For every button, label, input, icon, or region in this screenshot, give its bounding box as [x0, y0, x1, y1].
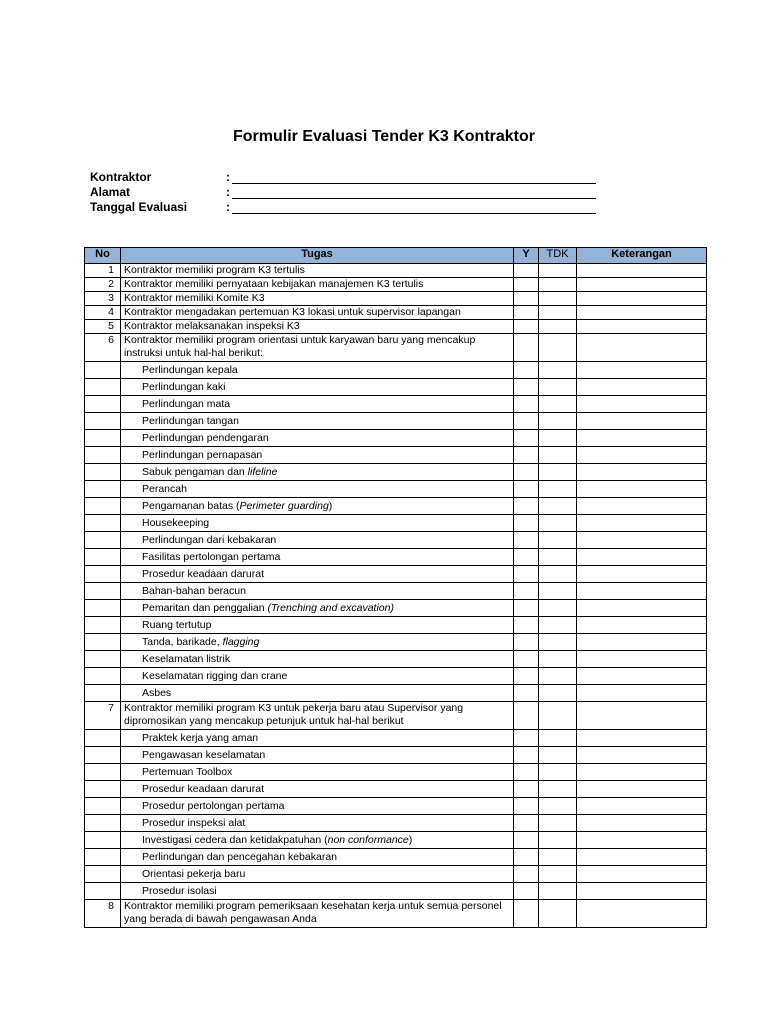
- table-row: [85, 651, 707, 668]
- y-cell[interactable]: [514, 583, 539, 600]
- task-text: Perancah: [142, 482, 187, 495]
- tdk-cell[interactable]: [539, 532, 577, 549]
- y-cell[interactable]: [514, 798, 539, 815]
- row-number: [85, 430, 121, 447]
- tdk-cell[interactable]: [539, 781, 577, 798]
- keterangan-cell[interactable]: [577, 292, 707, 306]
- header-tugas: Tugas: [121, 248, 514, 264]
- task-text: Keselamatan rigging dan crane: [142, 669, 288, 682]
- table-row: [85, 900, 707, 928]
- keterangan-cell[interactable]: [577, 306, 707, 320]
- y-cell[interactable]: [514, 651, 539, 668]
- y-cell[interactable]: [514, 481, 539, 498]
- table-row: [85, 702, 707, 730]
- task-cell: [121, 866, 514, 883]
- task-text: Fasilitas pertolongan pertama: [142, 550, 281, 563]
- task-cell: [121, 430, 514, 447]
- table-row: [85, 668, 707, 685]
- tdk-cell[interactable]: [539, 278, 577, 292]
- task-text: Ruang tertutup: [142, 618, 212, 631]
- row-number: [85, 832, 121, 849]
- task-cell: [121, 549, 514, 566]
- task-italic-text: lifeline: [247, 465, 278, 478]
- row-number: 2: [85, 278, 121, 292]
- task-cell: [121, 396, 514, 413]
- task-cell: [121, 292, 514, 306]
- table-row: [85, 849, 707, 866]
- table-row: [85, 634, 707, 651]
- y-cell[interactable]: [514, 306, 539, 320]
- table-row: [85, 413, 707, 430]
- task-text: Kontraktor memiliki Komite K3: [124, 292, 265, 304]
- task-cell: [121, 617, 514, 634]
- y-cell[interactable]: [514, 532, 539, 549]
- keterangan-cell[interactable]: [577, 447, 707, 464]
- address-field[interactable]: [90, 185, 600, 200]
- tdk-cell[interactable]: [539, 634, 577, 651]
- task-text: Investigasi cedera dan ketidakpatuhan (: [142, 833, 328, 846]
- field-colon: :: [226, 200, 230, 214]
- keterangan-cell[interactable]: [577, 685, 707, 702]
- tdk-cell[interactable]: [539, 832, 577, 849]
- task-cell: [121, 566, 514, 583]
- row-number: [85, 747, 121, 764]
- task-text: Pengamanan batas (: [142, 499, 240, 512]
- tdk-cell[interactable]: [539, 481, 577, 498]
- evaluation-date-field[interactable]: [90, 200, 600, 215]
- task-cell: [121, 764, 514, 781]
- y-cell[interactable]: [514, 781, 539, 798]
- tdk-cell[interactable]: [539, 730, 577, 747]
- keterangan-cell[interactable]: [577, 815, 707, 832]
- tdk-cell[interactable]: [539, 264, 577, 278]
- task-italic-text: flagging: [222, 635, 260, 648]
- task-text: Kontraktor memiliki program pemeriksaan kesehatan kerja untuk semua personel yang berada di bawah pengawasan Anda: [124, 900, 502, 925]
- header-keterangan: Keterangan: [577, 248, 707, 264]
- y-cell[interactable]: [514, 396, 539, 413]
- keterangan-cell[interactable]: [577, 651, 707, 668]
- table-row: [85, 515, 707, 532]
- row-number: 1: [85, 264, 121, 278]
- table-row: [85, 566, 707, 583]
- task-cell: [121, 883, 514, 900]
- task-text-suffix: ): [408, 833, 413, 846]
- row-number: [85, 566, 121, 583]
- y-cell[interactable]: [514, 413, 539, 430]
- row-number: [85, 396, 121, 413]
- table-row: [85, 396, 707, 413]
- task-italic-text: non conformance: [327, 833, 409, 846]
- row-number: [85, 866, 121, 883]
- row-number: [85, 549, 121, 566]
- field-colon: :: [226, 170, 230, 184]
- tdk-cell[interactable]: [539, 900, 577, 928]
- task-cell: [121, 583, 514, 600]
- task-text: Prosedur isolasi: [142, 884, 217, 897]
- task-text: Prosedur inspeksi alat: [142, 816, 246, 829]
- table-row: [85, 866, 707, 883]
- task-text: Kontraktor memiliki pernyataan kebijakan manajemen K3 tertulis: [124, 278, 424, 290]
- keterangan-cell[interactable]: [577, 600, 707, 617]
- y-cell[interactable]: [514, 464, 539, 481]
- field-underline: [232, 183, 596, 184]
- keterangan-cell[interactable]: [577, 702, 707, 730]
- keterangan-cell[interactable]: [577, 264, 707, 278]
- field-label: Tanggal Evaluasi: [90, 200, 188, 214]
- row-number: 5: [85, 320, 121, 334]
- y-cell[interactable]: [514, 617, 539, 634]
- task-text: Keselamatan listrik: [142, 652, 231, 665]
- table-row: [85, 292, 707, 306]
- table-row: [85, 747, 707, 764]
- keterangan-cell[interactable]: [577, 549, 707, 566]
- table-row: [85, 362, 707, 379]
- task-cell: [121, 334, 514, 362]
- task-text: Kontraktor memiliki program K3 tertulis: [124, 264, 305, 276]
- tdk-cell[interactable]: [539, 617, 577, 634]
- task-text: Kontraktor memiliki program orientasi untuk karyawan baru yang mencakup instruksi untuk hal-hal berikut:: [124, 334, 476, 359]
- row-number: [85, 481, 121, 498]
- tdk-cell[interactable]: [539, 396, 577, 413]
- tdk-cell[interactable]: [539, 430, 577, 447]
- y-cell[interactable]: [514, 362, 539, 379]
- field-underline: [232, 213, 596, 214]
- keterangan-cell[interactable]: [577, 379, 707, 396]
- y-cell[interactable]: [514, 334, 539, 362]
- keterangan-cell[interactable]: [577, 320, 707, 334]
- y-cell[interactable]: [514, 566, 539, 583]
- tdk-cell[interactable]: [539, 583, 577, 600]
- tdk-cell[interactable]: [539, 849, 577, 866]
- y-cell[interactable]: [514, 549, 539, 566]
- row-number: [85, 798, 121, 815]
- task-cell: [121, 320, 514, 334]
- row-number: [85, 685, 121, 702]
- y-cell[interactable]: [514, 278, 539, 292]
- keterangan-cell[interactable]: [577, 396, 707, 413]
- tdk-cell[interactable]: [539, 883, 577, 900]
- y-cell[interactable]: [514, 832, 539, 849]
- row-number: 6: [85, 334, 121, 362]
- table-body: [85, 264, 707, 928]
- y-cell[interactable]: [514, 900, 539, 928]
- task-text: Perlindungan mata: [142, 397, 231, 410]
- keterangan-cell[interactable]: [577, 464, 707, 481]
- table-row: [85, 320, 707, 334]
- task-text: Perlindungan kepala: [142, 363, 238, 376]
- keterangan-cell[interactable]: [577, 668, 707, 685]
- tdk-cell[interactable]: [539, 362, 577, 379]
- table-row: [85, 832, 707, 849]
- y-cell[interactable]: [514, 668, 539, 685]
- y-cell[interactable]: [514, 634, 539, 651]
- task-text: Pengawasan keselamatan: [142, 748, 266, 761]
- y-cell[interactable]: [514, 447, 539, 464]
- keterangan-cell[interactable]: [577, 278, 707, 292]
- tdk-cell[interactable]: [539, 566, 577, 583]
- y-cell[interactable]: [514, 866, 539, 883]
- row-number: 8: [85, 900, 121, 928]
- task-cell: [121, 379, 514, 396]
- task-cell: [121, 815, 514, 832]
- row-number: [85, 634, 121, 651]
- task-cell: [121, 306, 514, 320]
- keterangan-cell[interactable]: [577, 730, 707, 747]
- keterangan-cell[interactable]: [577, 532, 707, 549]
- y-cell[interactable]: [514, 764, 539, 781]
- y-cell[interactable]: [514, 264, 539, 278]
- row-number: [85, 815, 121, 832]
- task-text: Orientasi pekerja baru: [142, 867, 246, 880]
- tdk-cell[interactable]: [539, 447, 577, 464]
- task-text-suffix: ): [328, 499, 333, 512]
- task-cell: [121, 702, 514, 730]
- table-row: [85, 278, 707, 292]
- task-cell: [121, 651, 514, 668]
- tdk-cell[interactable]: [539, 464, 577, 481]
- task-text: Pemaritan dan penggalian: [142, 601, 268, 614]
- task-cell: [121, 515, 514, 532]
- tdk-cell[interactable]: [539, 815, 577, 832]
- row-number: [85, 362, 121, 379]
- task-text: Bahan-bahan beracun: [142, 584, 246, 597]
- keterangan-cell[interactable]: [577, 883, 707, 900]
- row-number: [85, 668, 121, 685]
- y-cell[interactable]: [514, 292, 539, 306]
- tdk-cell[interactable]: [539, 549, 577, 566]
- keterangan-cell[interactable]: [577, 583, 707, 600]
- tdk-cell[interactable]: [539, 498, 577, 515]
- y-cell[interactable]: [514, 815, 539, 832]
- row-number: [85, 617, 121, 634]
- task-cell: [121, 498, 514, 515]
- keterangan-cell[interactable]: [577, 498, 707, 515]
- tdk-cell[interactable]: [539, 306, 577, 320]
- task-cell: [121, 481, 514, 498]
- keterangan-cell[interactable]: [577, 832, 707, 849]
- row-number: [85, 883, 121, 900]
- table-row: [85, 781, 707, 798]
- row-number: [85, 532, 121, 549]
- task-text: Perlindungan pendengaran: [142, 431, 269, 444]
- table-row: [85, 600, 707, 617]
- tdk-cell[interactable]: [539, 798, 577, 815]
- task-text: Prosedur keadaan darurat: [142, 782, 264, 795]
- task-text: Perlindungan dari kebakaran: [142, 533, 277, 546]
- row-number: [85, 515, 121, 532]
- y-cell[interactable]: [514, 379, 539, 396]
- table-row: [85, 306, 707, 320]
- header-y: Y: [514, 248, 539, 264]
- row-number: [85, 498, 121, 515]
- contractor-field[interactable]: [90, 170, 600, 185]
- task-italic-text: (Trenching and excavation): [267, 601, 394, 614]
- task-cell: [121, 685, 514, 702]
- tdk-cell[interactable]: [539, 702, 577, 730]
- keterangan-cell[interactable]: [577, 781, 707, 798]
- field-label: Kontraktor: [90, 170, 152, 184]
- table-row: [85, 549, 707, 566]
- header-no: No: [85, 248, 121, 264]
- row-number: [85, 447, 121, 464]
- tdk-cell[interactable]: [539, 764, 577, 781]
- field-underline: [232, 198, 596, 199]
- row-number: [85, 730, 121, 747]
- tdk-cell[interactable]: [539, 379, 577, 396]
- table-row: [85, 464, 707, 481]
- tdk-cell[interactable]: [539, 668, 577, 685]
- row-number: [85, 464, 121, 481]
- keterangan-cell[interactable]: [577, 617, 707, 634]
- table-row: [85, 883, 707, 900]
- table-row: [85, 334, 707, 362]
- keterangan-cell[interactable]: [577, 515, 707, 532]
- y-cell[interactable]: [514, 747, 539, 764]
- task-text: Perlindungan kaki: [142, 380, 226, 393]
- keterangan-cell[interactable]: [577, 866, 707, 883]
- table-row: [85, 730, 707, 747]
- task-text: Prosedur keadaan darurat: [142, 567, 264, 580]
- header-tdk: TDK: [539, 248, 577, 264]
- table-row: [85, 583, 707, 600]
- y-cell[interactable]: [514, 430, 539, 447]
- task-text: Perlindungan pernapasan: [142, 448, 263, 461]
- y-cell[interactable]: [514, 702, 539, 730]
- task-cell: [121, 600, 514, 617]
- task-cell: [121, 900, 514, 928]
- y-cell[interactable]: [514, 498, 539, 515]
- task-cell: [121, 798, 514, 815]
- task-cell: [121, 362, 514, 379]
- task-cell: [121, 747, 514, 764]
- task-cell: [121, 264, 514, 278]
- task-cell: [121, 832, 514, 849]
- tdk-cell[interactable]: [539, 651, 577, 668]
- keterangan-cell[interactable]: [577, 849, 707, 866]
- table-row: [85, 430, 707, 447]
- task-text: Kontraktor memiliki program K3 untuk pekerja baru atau Supervisor yang dipromosikan yang mencakup petunjuk untuk hal-hal berikut: [124, 702, 464, 727]
- row-number: [85, 651, 121, 668]
- row-number: [85, 849, 121, 866]
- table-row: [85, 798, 707, 815]
- row-number: [85, 379, 121, 396]
- table-row: [85, 815, 707, 832]
- table-row: [85, 264, 707, 278]
- keterangan-cell[interactable]: [577, 764, 707, 781]
- keterangan-cell[interactable]: [577, 747, 707, 764]
- task-text: Asbes: [142, 686, 172, 699]
- task-cell: [121, 730, 514, 747]
- tdk-cell[interactable]: [539, 320, 577, 334]
- row-number: [85, 583, 121, 600]
- tdk-cell[interactable]: [539, 866, 577, 883]
- y-cell[interactable]: [514, 320, 539, 334]
- task-cell: [121, 634, 514, 651]
- table-row: [85, 498, 707, 515]
- task-text: Housekeeping: [142, 516, 210, 529]
- task-cell: [121, 849, 514, 866]
- y-cell[interactable]: [514, 515, 539, 532]
- table-row: [85, 685, 707, 702]
- keterangan-cell[interactable]: [577, 634, 707, 651]
- evaluation-table: [84, 247, 707, 928]
- task-text: Tanda, barikade,: [142, 635, 223, 648]
- task-cell: [121, 668, 514, 685]
- task-text: Sabuk pengaman dan: [142, 465, 248, 478]
- task-cell: [121, 278, 514, 292]
- row-number: [85, 413, 121, 430]
- task-cell: [121, 532, 514, 549]
- task-text: Perlindungan tangan: [142, 414, 239, 427]
- table-row: [85, 447, 707, 464]
- task-cell: [121, 413, 514, 430]
- y-cell[interactable]: [514, 600, 539, 617]
- keterangan-cell[interactable]: [577, 334, 707, 362]
- row-number: [85, 781, 121, 798]
- task-cell: [121, 447, 514, 464]
- keterangan-cell[interactable]: [577, 413, 707, 430]
- field-colon: :: [226, 185, 230, 199]
- task-text: Prosedur pertolongan pertama: [142, 799, 285, 812]
- keterangan-cell[interactable]: [577, 900, 707, 928]
- task-text: Kontraktor mengadakan pertemuan K3 lokasi untuk supervisor lapangan: [124, 306, 461, 318]
- table-row: [85, 764, 707, 781]
- tdk-cell[interactable]: [539, 685, 577, 702]
- row-number: 3: [85, 292, 121, 306]
- keterangan-cell[interactable]: [577, 798, 707, 815]
- task-cell: [121, 781, 514, 798]
- y-cell[interactable]: [514, 730, 539, 747]
- task-text: Pertemuan Toolbox: [142, 765, 233, 778]
- row-number: 7: [85, 702, 121, 730]
- keterangan-cell[interactable]: [577, 566, 707, 583]
- table-row: [85, 379, 707, 396]
- tdk-cell[interactable]: [539, 413, 577, 430]
- row-number: 4: [85, 306, 121, 320]
- tdk-cell[interactable]: [539, 334, 577, 362]
- row-number: [85, 764, 121, 781]
- table-row: [85, 481, 707, 498]
- table-row: [85, 617, 707, 634]
- row-number: [85, 600, 121, 617]
- tdk-cell[interactable]: [539, 747, 577, 764]
- tdk-cell[interactable]: [539, 600, 577, 617]
- tdk-cell[interactable]: [539, 515, 577, 532]
- y-cell[interactable]: [514, 685, 539, 702]
- field-label: Alamat: [90, 185, 131, 199]
- y-cell[interactable]: [514, 883, 539, 900]
- task-cell: [121, 464, 514, 481]
- task-text: Praktek kerja yang aman: [142, 731, 259, 744]
- task-text: Perlindungan dan pencegahan kebakaran: [142, 850, 337, 863]
- table-row: [85, 532, 707, 549]
- y-cell[interactable]: [514, 849, 539, 866]
- task-text: Kontraktor melaksanakan inspeksi K3: [124, 320, 300, 332]
- keterangan-cell[interactable]: [577, 362, 707, 379]
- task-italic-text: Perimeter guarding: [239, 499, 329, 512]
- keterangan-cell[interactable]: [577, 481, 707, 498]
- tdk-cell[interactable]: [539, 292, 577, 306]
- keterangan-cell[interactable]: [577, 430, 707, 447]
- form-title: Formulir Evaluasi Tender K3 Kontraktor: [233, 128, 535, 145]
